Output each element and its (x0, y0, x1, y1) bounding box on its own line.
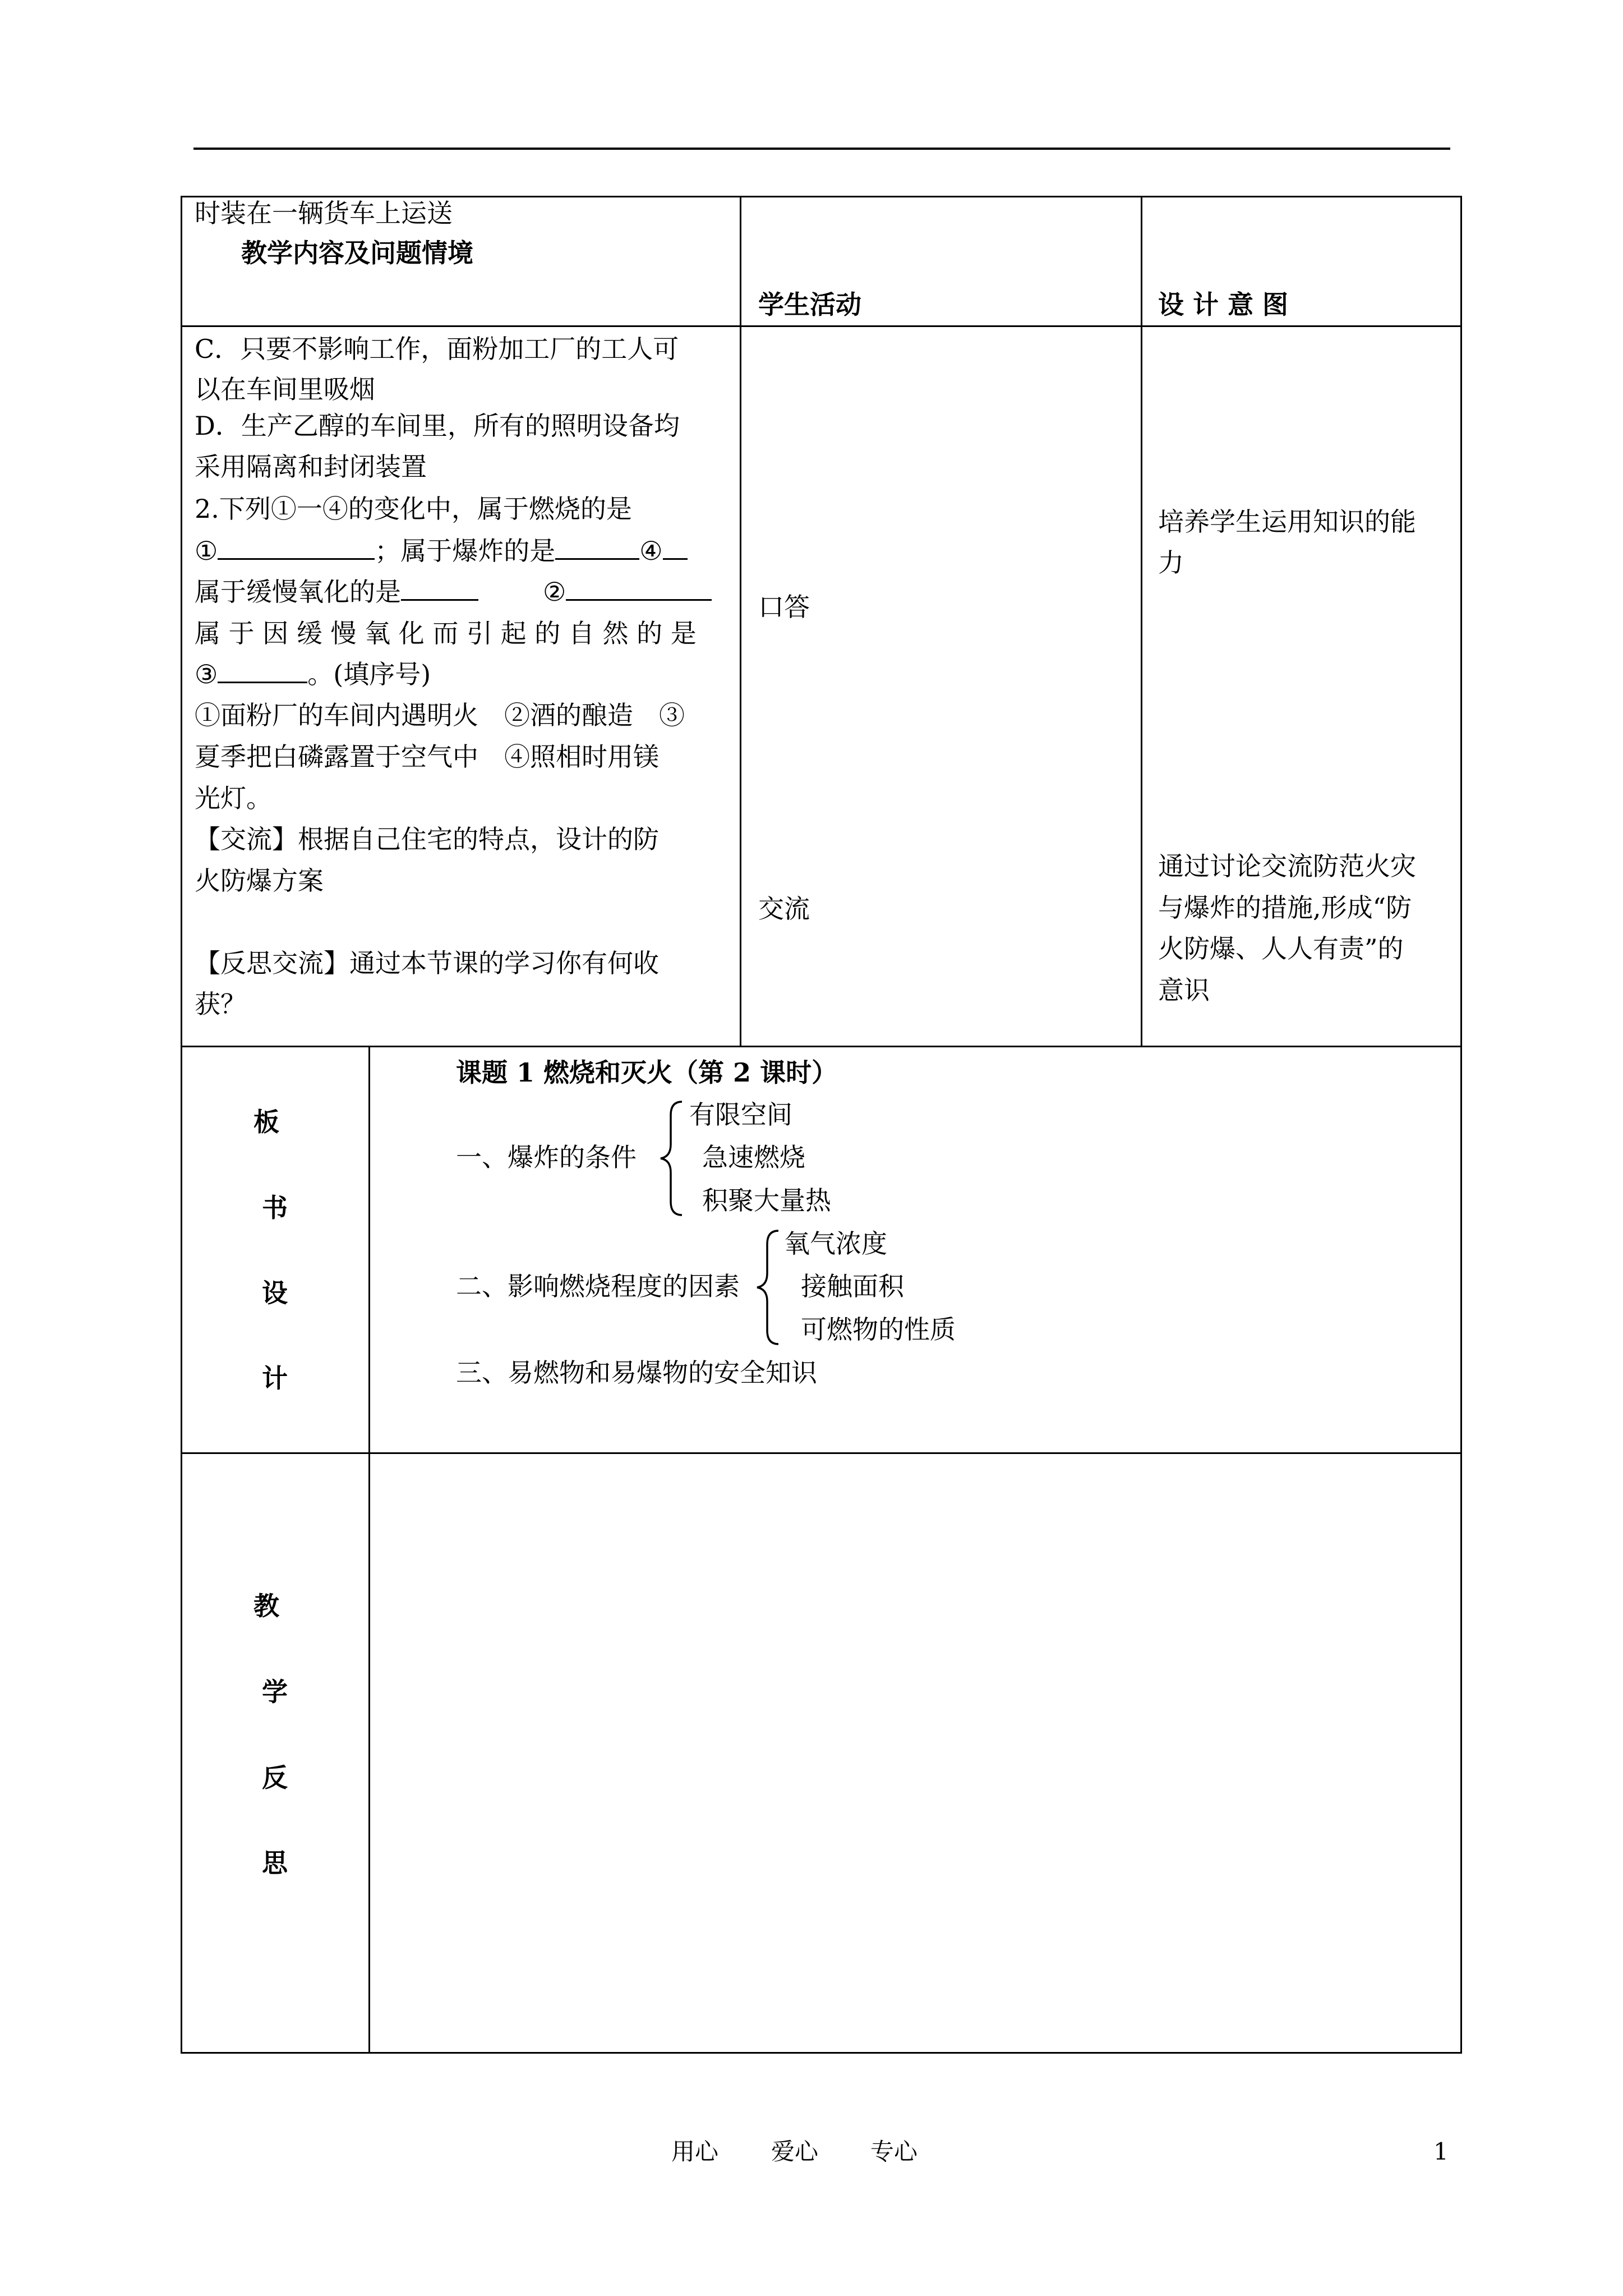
footer-motto: 用心 (671, 2138, 719, 2165)
header-rule (193, 148, 1450, 150)
board-label-char: 板 (253, 1107, 279, 1137)
board-title: 课题 1 燃烧和灭火（第 2 课时） (456, 1057, 838, 1088)
table-rule-header (181, 325, 1462, 327)
board-s1-item: 积聚大量热 (702, 1185, 831, 1216)
table-border-left (181, 196, 182, 2054)
intent-line: 力 (1158, 547, 1184, 578)
footer-motto: 专心 (870, 2138, 918, 2165)
table-label-divider (368, 1046, 370, 2054)
label: ③ (195, 659, 218, 689)
label: 。(填序号) (307, 659, 431, 689)
table-col-divider-1 (740, 196, 741, 1047)
page-number: 1 (1433, 2138, 1449, 2165)
content-line: 以在车间里吸烟 (195, 374, 375, 404)
intent-line: 培养学生运用知识的能 (1158, 507, 1416, 537)
intent-line: 火防爆、人人有责”的 (1158, 933, 1404, 964)
board-section-2: 二、影响燃烧程度的因素 (456, 1271, 740, 1301)
fill-blank (401, 572, 478, 601)
content-line: C．只要不影响工作，面粉加工厂的工人可 (195, 334, 679, 364)
table-rule-content (181, 1046, 1462, 1047)
reflection-label-char: 学 (262, 1677, 288, 1707)
board-s2-item: 接触面积 (801, 1271, 904, 1301)
content-line: ①面粉厂的车间内遇明火 ②酒的酿造 ③ (195, 700, 685, 730)
content-line: 夏季把白磷露置于空气中 ④照相时用镁 (195, 742, 659, 772)
activity-oral-answer: 口答 (758, 592, 810, 622)
content-line: 属 于 因 缓 慢 氧 化 而 引 起 的 自 然 的 是 (195, 618, 697, 648)
fill-blank (555, 531, 639, 560)
activity-discussion: 交流 (758, 894, 810, 924)
reflection-label-char: 教 (253, 1591, 279, 1621)
reflection-label-char: 反 (262, 1763, 288, 1793)
board-section-3: 三、易燃物和易爆物的安全知识 (456, 1358, 817, 1388)
label: ① (195, 536, 218, 566)
content-line: 光灯。 (195, 783, 272, 813)
content-line: 【反思交流】通过本节课的学习你有何收 (195, 948, 659, 978)
board-s2-item: 氧气浓度 (784, 1228, 887, 1259)
table-rule-board (181, 1452, 1462, 1454)
board-section-1: 一、爆炸的条件 (456, 1142, 637, 1172)
board-label-char: 计 (262, 1363, 288, 1393)
board-s1-item: 急速燃烧 (702, 1142, 805, 1172)
fill-blank (663, 531, 688, 560)
reflection-label-char: 思 (262, 1848, 288, 1878)
content-line: 采用隔离和封闭装置 (195, 452, 427, 482)
col-header-activity: 学生活动 (758, 289, 861, 320)
carryover-text: 时装在一辆货车上运送 (195, 198, 453, 228)
table-border-right (1460, 196, 1462, 2054)
content-line: 火防爆方案 (195, 866, 324, 896)
content-line: 【交流】根据自己住宅的特点，设计的防 (195, 824, 659, 854)
board-s1-item: 有限空间 (689, 1099, 792, 1130)
brace-icon (754, 1228, 782, 1346)
col-header-content: 教学内容及问题情境 (241, 238, 473, 268)
label: ④ (639, 536, 663, 566)
fill-blank (218, 531, 375, 560)
footer-motto: 爱心 (771, 2138, 819, 2165)
label: ② (543, 577, 566, 607)
table-col-divider-2 (1141, 196, 1142, 1047)
board-label-char: 书 (262, 1193, 288, 1223)
fill-blank (566, 572, 712, 601)
label: ；属于爆炸的是 (375, 536, 556, 566)
question-line (195, 571, 712, 613)
question-line (195, 654, 431, 695)
intent-line: 意识 (1158, 975, 1210, 1005)
board-s2-item: 可燃物的性质 (801, 1314, 956, 1345)
content-line: 获？ (195, 989, 246, 1019)
intent-line: 与爆炸的措施,形成“防 (1158, 892, 1412, 923)
content-line: 2.下列①一④的变化中，属于燃烧的是 (195, 494, 632, 524)
content-line: D．生产乙醇的车间里，所有的照明设备均 (195, 411, 680, 441)
table-border-bottom (181, 2052, 1462, 2054)
fill-blank (218, 655, 307, 683)
question-line (195, 530, 688, 572)
board-label-char: 设 (262, 1278, 288, 1308)
label: 属于缓慢氧化的是 (195, 577, 401, 607)
col-header-intent: 设 计 意 图 (1158, 289, 1289, 320)
intent-line: 通过讨论交流防范火灾 (1158, 851, 1416, 881)
brace-icon (657, 1099, 685, 1217)
